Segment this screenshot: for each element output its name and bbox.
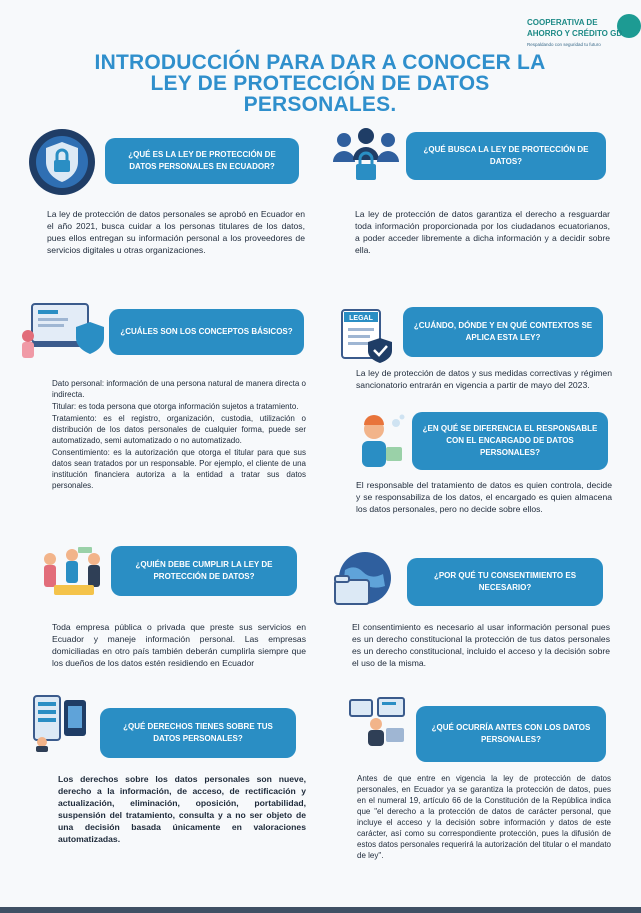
concept-dato-personal: Dato personal: información de una persona natural de manera directa o indirecta. [52,379,306,399]
answer-diferencia: El responsable del tratamiento de datos es quien controla, decide y se responsabiliza de los datos, el encargado es quien almacena los datos personales, pero no decide sobre ellos. [356,480,612,514]
laptop-shield-icon [18,298,110,362]
person-screens-icon [348,696,408,748]
answer-que-es: La ley de protección de datos personales se aprobó en Ecuador en el año 2021, busca cuidar a los personas titulares de los datos, pues ellos entregan su información personal a los proveedores de servicios digitales u otras organizaciones. [47,209,305,255]
question-derechos: ¿QUÉ DERECHOS TIENES SOBRE TUS DATOS PERSONALES? [100,708,296,758]
concept-titular: Titular: es toda persona que otorga información sujetos a tratamiento. [52,402,299,411]
legal-document-icon [338,304,396,364]
title-line-3: PERSONALES. [243,93,397,116]
globe-folder-icon [333,550,395,610]
answer-consentimiento: El consentimiento es necesario al usar información personal pues es un derecho constitucional la protección de tus datos personales es un derecho constitucional, incluido el acceso y la decisión sobre el uso de la misma. [352,622,610,668]
brand-tagline: Respaldando con seguridad tu futuro [527,42,601,47]
question-que-busca: ¿QUÉ BUSCA LA LEY DE PROTECCIÓN DE DATOS? [406,132,606,180]
server-phone-icon [28,690,92,752]
question-diferencia: ¿EN QUÉ SE DIFERENCIA EL RESPONSABLE CON EL ENCARGADO DE DATOS PERSONALES? [412,412,608,470]
question-cuando: ¿CUÁNDO, DÓNDE Y EN QUÉ CONTEXTOS SE APLICA ESTA LEY? [403,307,603,357]
brand-name-line1: COOPERATIVA DE [527,18,598,27]
answer-derechos: Los derechos sobre los datos personales son nueve, derecho a la información, de acceso, de rectificación y actualización, eliminación, oposición, portabilidad, suspensión del tratamiento, consulta y a no ser objeto de una decisión basada únicamente en valoraciones automatizadas. [58,774,306,844]
answer-quien: Toda empresa pública o privada que preste sus servicios en Ecuador y maneje información personal. Las empresas domiciliadas en otro país también deberán cumplirla siempre que los dueños de los datos estén residiendo en Ecuador [52,622,306,668]
question-antes: ¿QUÉ OCURRÍA ANTES CON LOS DATOS PERSONALES? [416,706,606,762]
footer-bar [0,907,641,913]
people-lock-icon [330,124,402,186]
title-line-2: LEY DE PROTECCIÓN DE DATOS [150,72,490,95]
title-line-1: INTRODUCCIÓN PARA DAR A CONOCER LA [94,51,546,74]
legal-badge-text: LEGAL [349,315,373,322]
concept-consentimiento: Consentimiento: es la autorización que otorga el titular para que sus datos sean tratados por un responsable. Por ejemplo, el cliente de una institución financiera autoriza a la entidad a tratar sus datos personales. [52,448,306,490]
brand-logo [527,12,641,52]
question-conceptos: ¿CUÁLES SON LOS CONCEPTOS BÁSICOS? [109,309,304,355]
concept-tratamiento: Tratamiento: es el registro, organización, custodia, utilización o distribución de los datos personales de cualquier forma, puede ser automatizado, semi automatizado o no automatizado. [52,414,306,445]
brand-name-line2: AHORRO Y CRÉDITO GD [527,29,623,38]
question-consentimiento: ¿POR QUÉ TU CONSENTIMIENTO ES NECESARIO? [407,558,603,606]
page-title [60,52,580,115]
question-que-es: ¿QUÉ ES LA LEY DE PROTECCIÓN DE DATOS PERSONALES EN ECUADOR? [105,138,299,184]
answer-antes: Antes de que entre en vigencia la ley de protección de datos personales, en Ecuador ya se garantiza la protección de datos, pues en el numeral 19, artículo 66 de la Constitución de la República indica que "el derecho a la protección de datos de carácter personal, que incluye el acceso y la decisión sobre información y datos de este carácter, así como su correspondiente protección, pues la difusión de estos datos personales requerirá la autorización del titular o el mandato de ley". [357,774,611,860]
question-quien: ¿QUIÉN DEBE CUMPLIR LA LEY DE PROTECCIÓN DE DATOS? [111,546,297,596]
shield-lock-icon [28,128,96,196]
team-workers-icon [38,545,110,601]
answer-que-busca: La ley de protección de datos garantiza el derecho a resguardar toda información proporcionada por los ciudadanos ecuatorianos, a poder acceder libremente a dicha información y a decidir sobre ella. [355,209,610,255]
person-thinking-icon [350,413,408,473]
concepts-list [52,378,306,491]
answer-cuando: La ley de protección de datos y sus medidas correctivas y régimen sancionatorio entrarán en vigencia a partir de mayo del 2023. [356,368,612,390]
